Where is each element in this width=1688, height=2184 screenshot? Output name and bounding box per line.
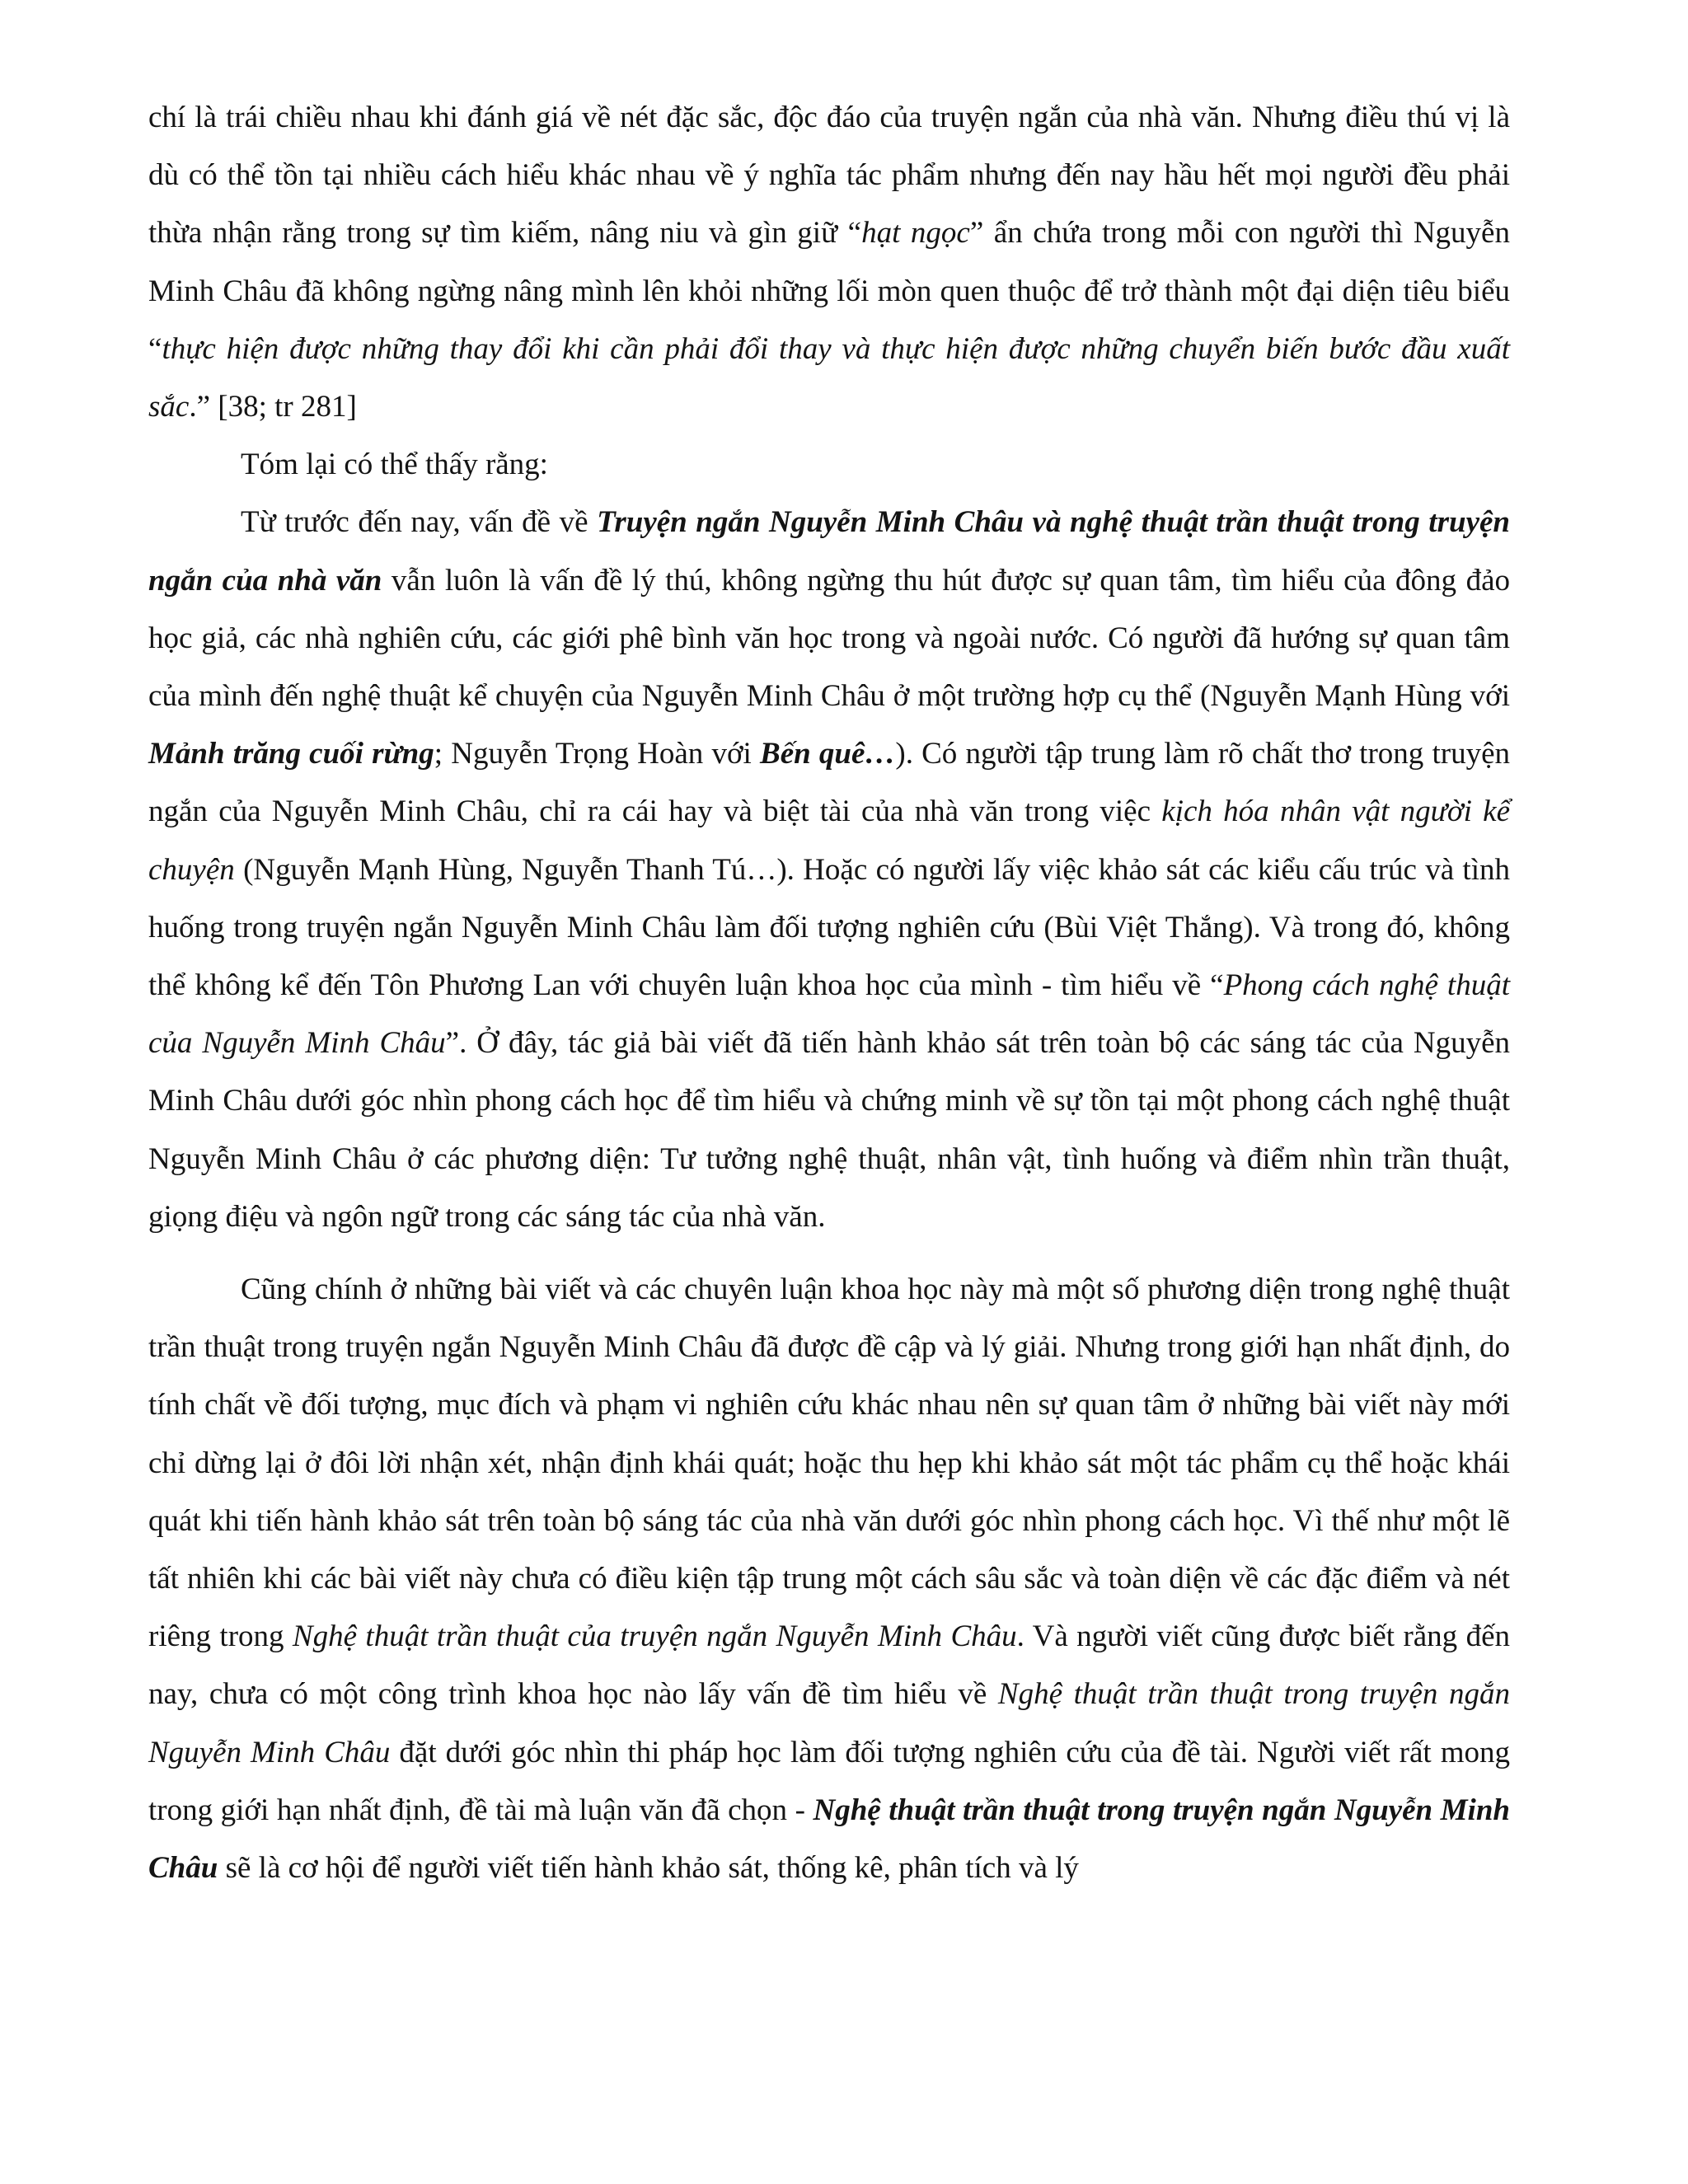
text-span: ; Nguyễn Trọng Hoàn với — [434, 737, 761, 771]
text-span: đặt dưới góc nhìn thi pháp học làm đối tượng nghiên cứu của đề tài. Người viết rất mong trong giới hạn nhất định, đề tài mà luận văn đã chọn - — [148, 1735, 1510, 1827]
paragraph-3 — [148, 494, 1510, 1246]
text-span: . Và người viết cũng được biết rằng đến nay, chưa có một công trình khoa học nào lấy vấn đề tìm hiểu về — [148, 1619, 1511, 1712]
bold-italic-span: Mảnh trăng cuối rừng — [148, 737, 434, 771]
text-span: ). Có người tập trung làm rõ chất thơ trong truyện ngắn của Nguyễn Minh Châu, chỉ ra cái hay và biệt tài của nhà văn trong việc — [148, 737, 1510, 829]
text-span: chí là trái chiều nhau khi đánh giá về nét đặc sắc, độc đáo của truyện ngắn của nhà văn. Nhưng điều thú vị là dù có thể tồn tại nhiều cách hiểu khác nhau về ý nghĩa tác phẩm nhưng đến nay hầu hết mọi người đều phải thừa nhận rằng trong sự tìm kiếm, nâng niu và gìn giữ “ — [148, 101, 1510, 251]
text-span: Từ trước đến nay, vấn đề về — [241, 505, 598, 540]
text-span: ” ẩn chứa trong mỗi con người thì Nguyễn Minh Châu đã không ngừng nâng mình lên khỏi những lối mòn quen thuộc để trở thành một đại diện tiêu biểu “ — [148, 216, 1510, 366]
italic-span: Nghệ thuật trần thuật của truyện ngắn Nguyễn Minh Châu — [292, 1619, 1017, 1654]
text-span: .” [38; tr 281] — [189, 390, 357, 424]
text-span: Cũng chính ở những bài viết và các chuyên luận khoa học này mà một số phương diện trong nghệ thuật trần thuật trong truyện ngắn Nguyễn Minh Châu đã được đề cập và lý giải. Nhưng trong giới hạn nhất định, do tính chất về đối tượng, mục đích và phạm vi nghiên cứu khác nhau nên sự quan tâm ở những bài viết này mới chỉ dừng lại ở đôi lời nhận xét, nhận định khái quát; hoặc thu hẹp khi khảo sát một tác phẩm cụ thể hoặc khái quát khi tiến hành khảo sát trên toàn bộ sáng tác của nhà văn dưới góc nhìn phong cách học. Vì thế như một lẽ tất nhiên khi các bài viết này chưa có điều kiện tập trung một cách sâu sắc và toàn diện về các đặc điểm và nét riêng trong — [148, 1272, 1510, 1654]
bold-italic-span: Bến quê… — [760, 737, 896, 771]
document-page — [148, 89, 1510, 1897]
italic-span: thực hiện được những thay đổi khi cần phải đổi thay và thực hiện được những chuyển biến bước đầu xuất sắc — [148, 331, 1510, 424]
text-span: sẽ là cơ hội để người viết tiến hành khảo sát, thống kê, phân tích và lý — [218, 1851, 1079, 1886]
text-span: ”. Ở đây, tác giả bài viết đã tiến hành khảo sát trên toàn bộ các sáng tác của Nguyễn Minh Châu dưới góc nhìn phong cách học để tìm hiểu và chứng minh về sự tồn tại một phong cách nghệ thuật Nguyễn Minh Châu ở các phương diện: Tư tưởng nghệ thuật, nhân vật, tình huống và điểm nhìn trần thuật, giọng điệu và ngôn ngữ trong các sáng tác của nhà văn. — [148, 1026, 1510, 1234]
bold-italic-span: Truyện ngắn Nguyễn Minh Châu và nghệ thuật trần thuật trong truyện ngắn của nhà văn — [148, 505, 1510, 598]
italic-span: hạt ngọc — [861, 216, 970, 251]
bold-italic-span: Nghệ thuật trần thuật trong truyện ngắn Nguyễn Minh Châu — [148, 1793, 1510, 1886]
italic-span: Nghệ thuật trần thuật trong truyện ngắn Nguyễn Minh Châu — [148, 1677, 1511, 1769]
text-span: (Nguyễn Mạnh Hùng, Nguyễn Thanh Tú…). Hoặc có người lấy việc khảo sát các kiểu cấu trúc và tình huống trong truyện ngắn Nguyễn Minh Châu làm đối tượng nghiên cứu (Bùi Việt Thắng). Và trong đó, không thể không kể đến Tôn Phương Lan với chuyên luận khoa học của mình - tìm hiểu về “ — [148, 852, 1510, 1003]
paragraph-4 — [148, 1261, 1510, 1897]
italic-span: Phong cách nghệ thuật của Nguyễn Minh Châu — [148, 968, 1510, 1061]
text-span: Tóm lại có thể thấy rằng: — [241, 448, 548, 482]
italic-span: kịch hóa nhân vật người kể chuyện — [148, 794, 1510, 887]
paragraph-1 — [148, 89, 1510, 436]
text-span: vẫn luôn là vấn đề lý thú, không ngừng thu hút được sự quan tâm, tìm hiểu của đông đảo học giả, các nhà nghiên cứu, các giới phê bình văn học trong và ngoài nước. Có người đã hướng sự quan tâm của mình đến nghệ thuật kể chuyện của Nguyễn Minh Châu ở một trường hợp cụ thể (Nguyễn Mạnh Hùng với — [148, 563, 1510, 714]
paragraph-2 — [148, 436, 1510, 494]
